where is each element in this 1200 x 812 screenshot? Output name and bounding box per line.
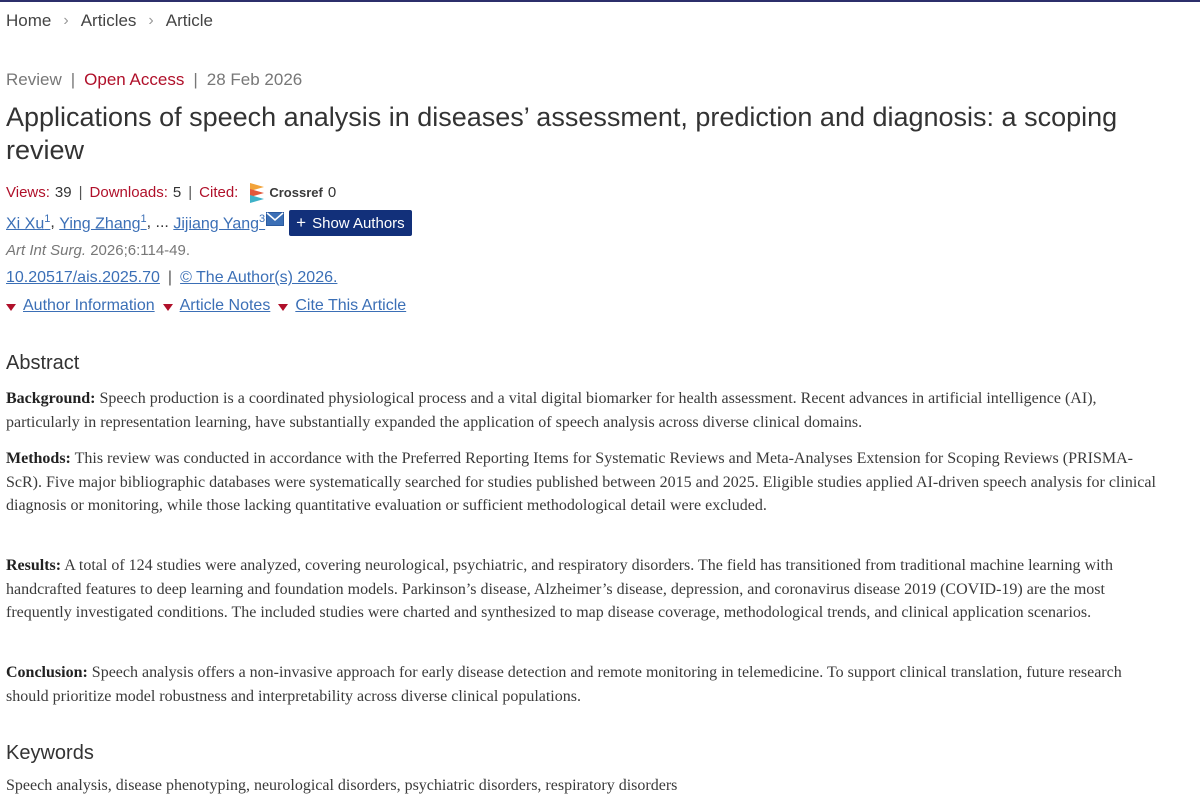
abstract-heading: Abstract — [6, 352, 80, 374]
authors-ellipsis: ... — [155, 214, 169, 231]
mail-icon[interactable] — [266, 212, 284, 226]
article-notes-toggle[interactable] — [163, 297, 271, 315]
copyright-link[interactable]: © The Author(s) 2026. — [180, 269, 338, 286]
breadcrumb-articles[interactable]: Articles — [80, 11, 137, 30]
article-title: Applications of speech analysis in diseases’ assessment, prediction and diagnosis: a scoping review — [6, 102, 1118, 165]
crossref-label[interactable]: Crossref — [269, 184, 323, 200]
divider: | — [78, 183, 83, 201]
abstract-results — [6, 554, 1166, 625]
author-link[interactable] — [59, 213, 146, 233]
open-access-label: Open Access — [84, 70, 185, 89]
chevron-right-icon: › — [63, 12, 69, 29]
abstract-background — [6, 387, 1166, 434]
author-name: Ying Zhang — [59, 215, 141, 233]
show-authors-label: Show Authors — [312, 214, 405, 232]
cite-article-toggle[interactable] — [278, 297, 406, 315]
caret-down-icon — [163, 304, 173, 311]
results-text: A total of 124 studies were analyzed, covering neurological, psychiatric, and respiratory disorders. The field has transitioned from traditional machine learning with handcrafted features to deep learning and foundation models. Parkinson’s disease, Alzheimer’s disease, depression, and coronavirus disease 2019 (COVID-19) are the most frequently investigated conditions. The included studies were charted and synthesized to map disease coverage, methodological trends, and clinical application scenarios. — [6, 557, 1113, 621]
background-label: Background: — [6, 390, 96, 407]
author-link[interactable] — [173, 213, 265, 233]
show-authors-button[interactable] — [289, 210, 412, 236]
article-stats — [6, 181, 336, 203]
views-label: Views: — [6, 183, 50, 201]
affiliation-marker: 1 — [44, 212, 51, 225]
views-count: 39 — [54, 183, 72, 201]
divider: | — [188, 183, 193, 201]
article-meta — [6, 70, 302, 90]
plus-icon: + — [296, 213, 307, 232]
keywords-text: Speech analysis, disease phenotyping, neurological disorders, psychiatric disorders, respiratory disorders — [6, 777, 678, 794]
affiliation-marker: 3 — [259, 212, 266, 225]
conclusion-label: Conclusion: — [6, 664, 88, 681]
toggle-label: Cite This Article — [295, 297, 407, 314]
downloads-label: Downloads: — [89, 183, 168, 201]
divider: | — [70, 70, 76, 89]
doi-link[interactable]: 10.20517/ais.2025.70 — [6, 269, 160, 286]
chevron-right-icon: › — [148, 12, 154, 29]
crossref-logo — [248, 181, 266, 203]
breadcrumb — [6, 11, 213, 31]
keywords-heading: Keywords — [6, 742, 94, 764]
author-name: Xi Xu — [6, 215, 45, 233]
abstract-methods — [6, 447, 1166, 518]
article-type: Review — [6, 70, 62, 89]
downloads-count: 5 — [172, 183, 182, 201]
top-border — [0, 0, 1200, 2]
methods-text: This review was conducted in accordance with the Preferred Reporting Items for Systematic Reviews and Meta-Analyses Extension for Scoping Reviews (PRISMA-ScR). Five major bibliographic databases were systematically searched for studies published between 2015 and 2025. Eligible studies applied AI-driven speech analysis for clinical diagnosis or monitoring, while those lacking quantitative evaluation or sufficient methodological detail were excluded. — [6, 450, 1156, 514]
publish-date: 28 Feb 2026 — [206, 70, 303, 89]
cited-label: Cited: — [199, 183, 239, 201]
conclusion-text: Speech analysis offers a non-invasive approach for early disease detection and remote monitoring in telemedicine. To support clinical translation, future research should prioritize model robustness and interpretability across diverse clinical populations. — [6, 664, 1122, 705]
divider: | — [193, 70, 198, 89]
breadcrumb-article: Article — [165, 11, 213, 30]
background-text: Speech production is a coordinated physiological process and a vital digital biomarker for health assessment. Recent advances in artificial intelligence (AI), particularly in representation learning, have substantially expanded the application of speech analysis across diverse clinical domains. — [6, 390, 1097, 431]
journal-citation — [6, 242, 190, 259]
author-list — [6, 210, 412, 236]
journal-name: Art Int Surg. — [6, 242, 87, 259]
caret-down-icon — [6, 304, 16, 311]
comma: , — [146, 214, 156, 231]
article-toggles — [6, 297, 414, 315]
abstract-conclusion — [6, 661, 1166, 708]
results-label: Results: — [6, 557, 62, 574]
author-information-toggle[interactable] — [6, 297, 155, 315]
toggle-label: Author Information — [23, 297, 155, 314]
doi-line — [6, 269, 337, 287]
breadcrumb-home[interactable]: Home — [6, 11, 52, 30]
affiliation-marker: 1 — [140, 212, 147, 225]
comma: , — [50, 214, 60, 231]
toggle-label: Article Notes — [179, 297, 271, 314]
methods-label: Methods: — [6, 450, 71, 467]
author-link[interactable] — [6, 213, 50, 233]
divider: | — [167, 269, 173, 286]
journal-volume: 2026;6:114-49. — [86, 242, 191, 259]
author-name: Jijiang Yang — [173, 215, 260, 233]
cited-count: 0 — [327, 183, 337, 201]
caret-down-icon — [278, 304, 288, 311]
